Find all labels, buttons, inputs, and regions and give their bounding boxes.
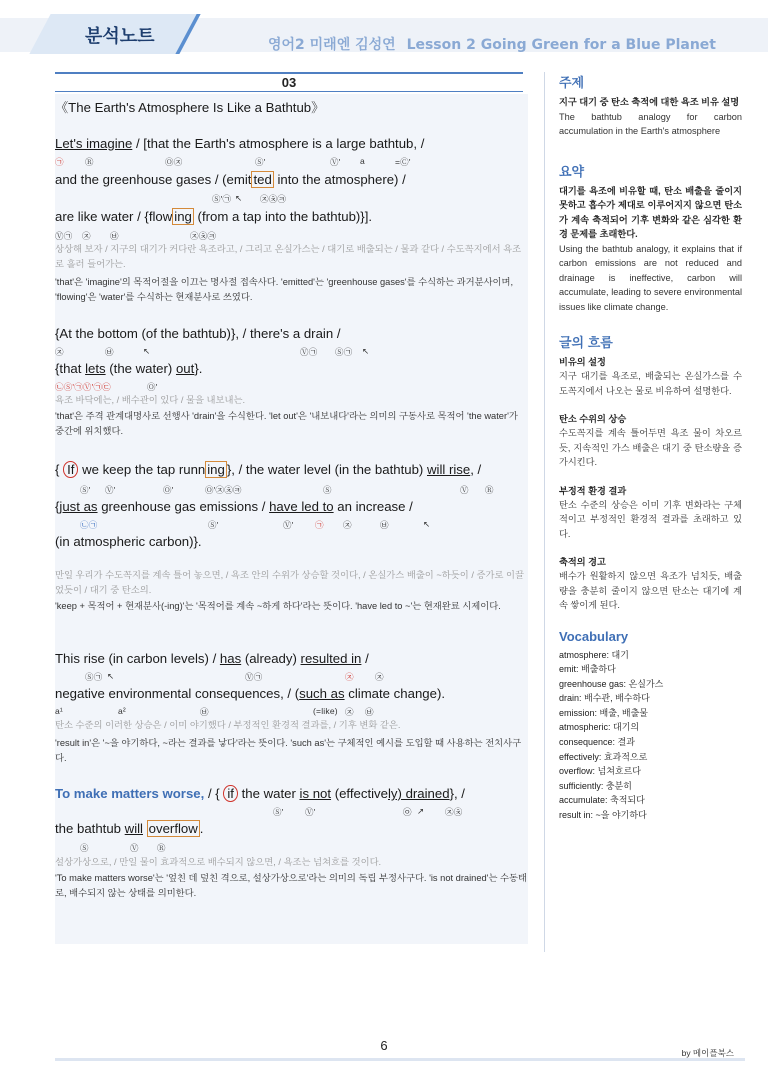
- b2-line1: {At the bottom (of the bathtub)}, / there's a drain /: [55, 326, 341, 341]
- flow-item-text: 지구 대기를 욕조로, 배출되는 온실가스를 수도꼭지에서 나오는 물로 비유하여 설명한다.: [559, 371, 742, 396]
- flow-item-text: 탄소 수준의 상승은 이미 기후 변화라는 구체적이고 부정적인 환경적 결과를 초래하고 있다.: [559, 499, 742, 539]
- vocab-list: [559, 648, 742, 823]
- theme-ko: 지구 대기 중 탄소 축적에 대한 욕조 비유 설명: [559, 97, 740, 107]
- vocab-heading: Vocabulary: [559, 628, 629, 644]
- b5-translation: 설상가상으로, / 만일 물이 효과적으로 배수되지 않으면, / 욕조는 넘쳐흐를 것이다.: [55, 857, 382, 867]
- b3-line2: {just as greenhouse gas emissions / have led to an increase /: [55, 499, 413, 514]
- vocab-item: greenhouse gas: 온실가스: [559, 678, 664, 689]
- header-title: [268, 34, 716, 54]
- vocab-item: emission: 배출, 배출물: [559, 707, 648, 718]
- b1-explanation: 'that'은 'imagine'의 목적어절을 이끄는 명사절 접속사다. 'emitted'는 'greenhouse gases'를 수식하는 과거분사이며, 'flowing'은 'water'를 수식하는 현재분사로 쓰였다.: [55, 277, 514, 302]
- summary-ko: 대기를 욕조에 비유할 때, 탄소 배출을 줄이지 못하고 흡수가 제대로 이루어지지 않으면 탄소가 계속 축적되어 기후 변화와 같은 심각한 환경 문제를 초래한다.: [559, 185, 742, 239]
- b4-line2: negative environmental consequences, / (such as climate change).: [55, 686, 445, 701]
- b5-line1: To make matters worse, / { if the water is not (effectively) drained}, /: [55, 786, 465, 801]
- vocab-item: consequence: 결과: [559, 737, 635, 748]
- b3-line3: (in atmospheric carbon)}.: [55, 534, 202, 549]
- page-number: 6: [380, 1038, 388, 1053]
- course-title: 영어2 미래엔 김성연: [268, 37, 396, 53]
- flow-item-title: 탄소 수위의 상승: [559, 414, 627, 424]
- b4-line1: This rise (in carbon levels) / has (already) resulted in /: [55, 651, 369, 666]
- b1-translation: 상상해 보자 / 지구의 대기가 커다란 욕조라고, / 그리고 온실가스는 / 대기로 배출되는 / 물과 같다 / 수도꼭지에서 욕조로 흘러 들어가는.: [55, 244, 522, 269]
- section-number: 03: [55, 72, 523, 92]
- b5-explanation: 'To make matters worse'는 '엎친 데 덮친 격으로, 설상가상으로'라는 의미의 독립 부정사구다. 'is not drained'는 수동태로, 배수되지 않는 상태를 의미한다.: [55, 873, 527, 898]
- b4-translation: 탄소 수준의 이러한 상승은 / 이미 야기했다 / 부정적인 환경적 결과를, / 기후 변화 같은.: [55, 720, 401, 730]
- lesson-title: Lesson 2 Going Green for a Blue Planet: [406, 37, 716, 53]
- summary-en: Using the bathtub analogy, it explains that if carbon emissions are not reduced and drainage is ineffective, carbon will accumulate, leading to severe environmental issues like climate change.: [559, 243, 742, 312]
- b2-line2: {that lets (the water) out}.: [55, 361, 203, 376]
- vocab-item: accumulate: 축적되다: [559, 795, 645, 806]
- flow-item-text: 수도꼭지를 계속 틀어두면 욕조 물이 차오르듯, 지속적인 가스 배출은 대기 중 탄소량을 증가시킨다.: [559, 428, 742, 467]
- flow-item-title: 비유의 설정: [559, 357, 606, 367]
- passage-title: 《The Earth's Atmosphere Is Like a Bathtub》: [55, 100, 325, 115]
- vocab-item: effectively: 효과적으로: [559, 751, 648, 762]
- vocab-item: atmospheric: 대기의: [559, 722, 640, 733]
- flow-item-text: 배수가 원활하지 않으면 욕조가 넘치듯, 배출량을 충분히 줄이지 않으면 탄소는 대기에 계속 쌓이게 된다.: [559, 571, 742, 610]
- theme-heading: 주제: [559, 75, 585, 90]
- vocab-item: overflow: 넘쳐흐르다: [559, 766, 641, 777]
- header-tab-label: 분석노트: [85, 26, 155, 47]
- flow-item-title: 부정적 환경 결과: [559, 485, 627, 496]
- vocab-item: emit: 배출하다: [559, 664, 616, 675]
- b2-translation: 욕조 바닥에는, / 배수관이 있다 / 물을 내보내는.: [55, 395, 246, 405]
- summary-heading: 요약: [559, 163, 585, 179]
- b1-line1: Let's imagine / [that the Earth's atmosphere is a large bathtub, /: [55, 136, 425, 151]
- b1-line3: are like water / {flow ing (from a tap into the bathtub)}].: [55, 209, 373, 224]
- vocab-item: sufficiently: 충분히: [559, 780, 632, 791]
- section-header: [55, 72, 523, 92]
- b1-line2: and the greenhouse gases / (emit ted into the atmosphere) /: [55, 172, 406, 187]
- sidebar: [544, 72, 742, 952]
- footer-line: [55, 1058, 745, 1061]
- b3-line1: { If we keep the tap runn ing }, / the water level (in the bathtub) will rise, /: [55, 462, 482, 477]
- publisher-credit: by 메이플북스: [681, 1048, 734, 1058]
- b4-explanation: 'result in'은 '~을 야기하다, ~라는 결과를 낳다'라는 뜻이다. 'such as'는 구체적인 예시를 도입할 때 사용하는 전치사구다.: [55, 738, 522, 763]
- vocab-item: drain: 배수관, 배수하다: [559, 693, 650, 704]
- vocab-item: atmosphere: 대기: [559, 649, 629, 660]
- theme-en: The bathtub analogy for carbon accumulation in the Earth's atmosphere: [559, 111, 742, 136]
- b3-translation: 만일 우리가 수도꼭지를 계속 틀어 놓으면, / 욕조 안의 수위가 상승할 것이다, / 온실가스 배출이 ~하듯이 / 증가로 이끌었듯이 / 대기 중 탄소의.: [55, 570, 524, 595]
- flow-heading: 글의 흐름: [559, 335, 613, 350]
- b2-explanation: 'that'은 주격 관계대명사로 선행사 'drain'을 수식한다. 'let out'은 '내보내다'라는 의미의 구동사로 목적어 'the water'가 중간에 위치했다.: [55, 411, 518, 436]
- b3-explanation: 'keep + 목적어 + 현재분사(-ing)'는 '목적어를 계속 ~하게 하다'라는 뜻이다. 'have led to ~'는 현재완료 시제이다.: [55, 601, 501, 611]
- b5-line2: the bathtub will overflow .: [55, 821, 204, 836]
- flow-item-title: 축적의 경고: [559, 557, 606, 567]
- vocab-item: result in: ~을 야기하다: [559, 810, 647, 821]
